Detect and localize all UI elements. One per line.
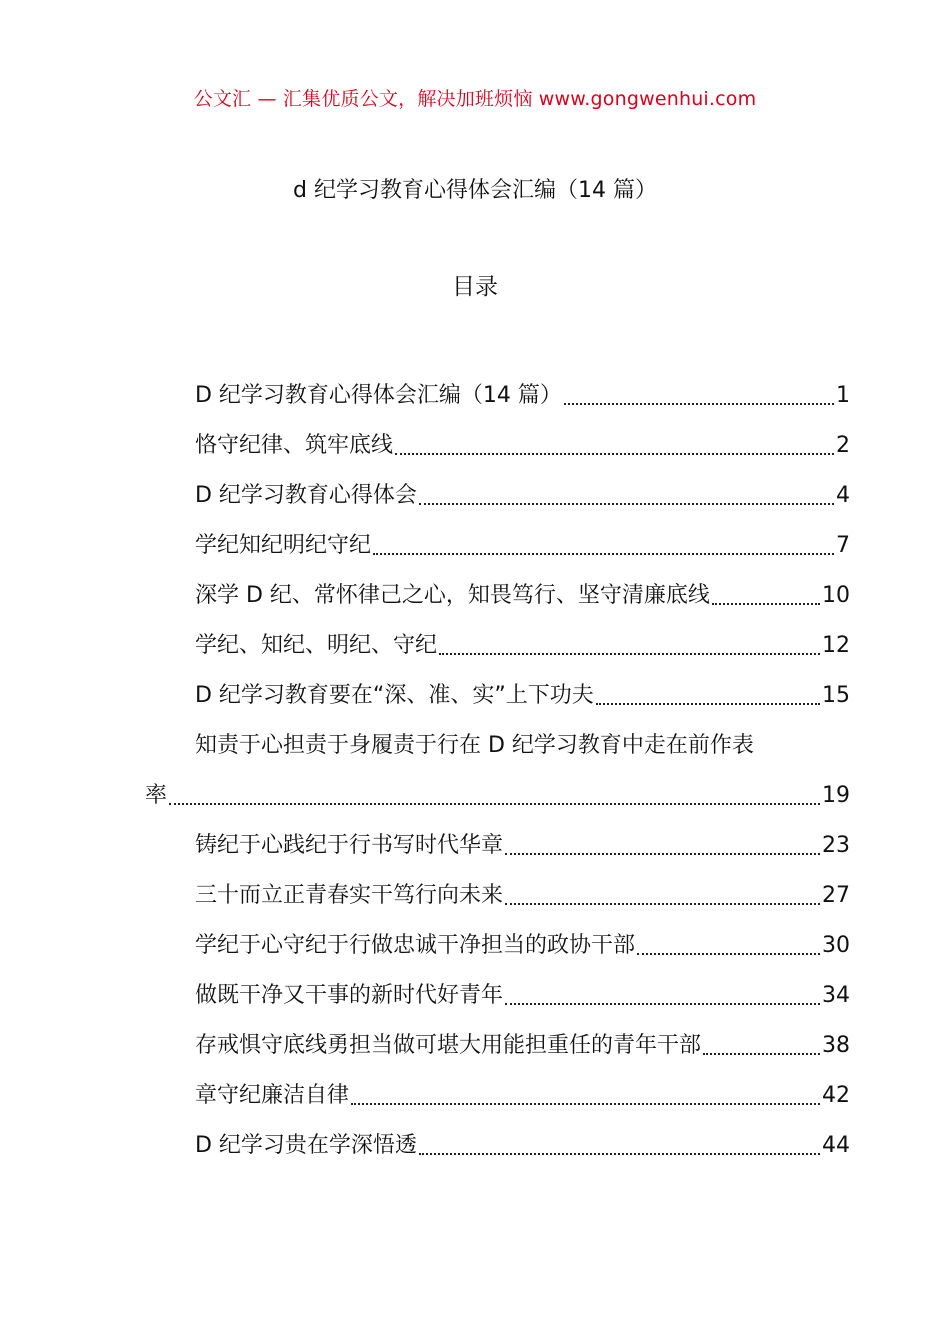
toc-page-number: 10	[822, 583, 850, 608]
toc-entry[interactable]	[145, 1016, 850, 1066]
toc-leader-dots	[712, 603, 820, 605]
toc-page-number: 38	[822, 1033, 850, 1058]
toc-leader-dots	[505, 853, 820, 855]
toc-entry[interactable]	[145, 1116, 850, 1166]
toc-page-number: 42	[822, 1083, 850, 1108]
toc-entry-title: 铸纪于心践纪于行书写时代华章	[195, 833, 504, 858]
toc-entry[interactable]	[145, 716, 850, 766]
toc-entry-title: D 纪学习教育心得体会汇编（14 篇）	[195, 383, 562, 408]
toc-leader-dots	[169, 803, 820, 805]
toc-leader-dots	[564, 403, 834, 405]
toc-leader-dots	[505, 903, 820, 905]
toc-entry-title: 恪守纪律、筑牢底线	[195, 433, 394, 458]
toc-entry-title: 深学 D 纪、常怀律己之心，知畏笃行、坚守清廉底线	[195, 583, 710, 608]
toc-entry[interactable]	[145, 616, 850, 666]
toc-entry[interactable]	[145, 816, 850, 866]
toc-entry[interactable]	[145, 366, 850, 416]
toc-entry[interactable]	[145, 866, 850, 916]
toc-page-number: 15	[822, 683, 850, 708]
toc-leader-dots	[373, 553, 834, 555]
toc-entry[interactable]	[145, 1066, 850, 1116]
toc-entry[interactable]	[145, 966, 850, 1016]
toc-page-number: 34	[822, 983, 850, 1008]
toc-leader-dots	[419, 1153, 820, 1155]
toc-entry[interactable]	[145, 916, 850, 966]
toc-leader-dots	[596, 703, 820, 705]
toc-page-number: 30	[822, 933, 850, 958]
toc-page-number: 12	[822, 633, 850, 658]
toc-page-number: 23	[822, 833, 850, 858]
toc-heading: 目录	[452, 274, 498, 300]
toc-entry-title: 三十而立正青春实干笃行向未来	[195, 883, 504, 908]
toc-entry-title: 做既干净又干事的新时代好青年	[195, 983, 504, 1008]
toc-leader-dots	[703, 1053, 820, 1055]
toc-page-number: 1	[836, 383, 850, 408]
toc-entry-title: 学纪知纪明纪守纪	[195, 533, 372, 558]
toc-page-number: 7	[836, 533, 850, 558]
document-title: d 纪学习教育心得体会汇编（14 篇）	[293, 178, 657, 203]
toc-leader-dots	[505, 1003, 820, 1005]
toc-entry-title: 知责于心担责于身履责于行在 D 纪学习教育中走在前作表	[195, 733, 754, 758]
toc-entry-title: 学纪、知纪、明纪、守纪	[195, 633, 438, 658]
toc-leader-dots	[439, 653, 820, 655]
toc-page-number: 19	[822, 783, 850, 808]
toc-entry-title-continued: 率	[145, 783, 168, 808]
header-note: 公文汇 — 汇集优质公文，解决加班烦恼 www.gongwenhui.com	[193, 88, 757, 110]
toc-leader-dots	[419, 503, 834, 505]
toc-entry-title: 学纪于心守纪于行做忠诚干净担当的政协干部	[195, 933, 636, 958]
toc-page-number: 44	[822, 1133, 850, 1158]
toc-page-number: 2	[836, 433, 850, 458]
toc-entry[interactable]	[145, 466, 850, 516]
toc-page-number: 4	[836, 483, 850, 508]
toc-leader-dots	[395, 453, 834, 455]
toc-entry-title: 存戒惧守底线勇担当做可堪大用能担重任的青年干部	[195, 1033, 702, 1058]
toc-entry[interactable]	[145, 566, 850, 616]
toc-leader-dots	[637, 953, 820, 955]
toc-page-number: 27	[822, 883, 850, 908]
toc-entry-title: D 纪学习教育心得体会	[195, 483, 417, 508]
toc-entry[interactable]	[145, 666, 850, 716]
toc-entry-title: D 纪学习教育要在“深、准、实”上下功夫	[195, 683, 594, 708]
toc-entry[interactable]	[145, 416, 850, 466]
toc-entry-title: D 纪学习贵在学深悟透	[195, 1133, 417, 1158]
toc-entry-continuation[interactable]	[145, 766, 850, 816]
toc-leader-dots	[351, 1103, 820, 1105]
toc-entry[interactable]	[145, 516, 850, 566]
table-of-contents	[145, 366, 850, 1166]
toc-entry-title: 章守纪廉洁自律	[195, 1083, 350, 1108]
